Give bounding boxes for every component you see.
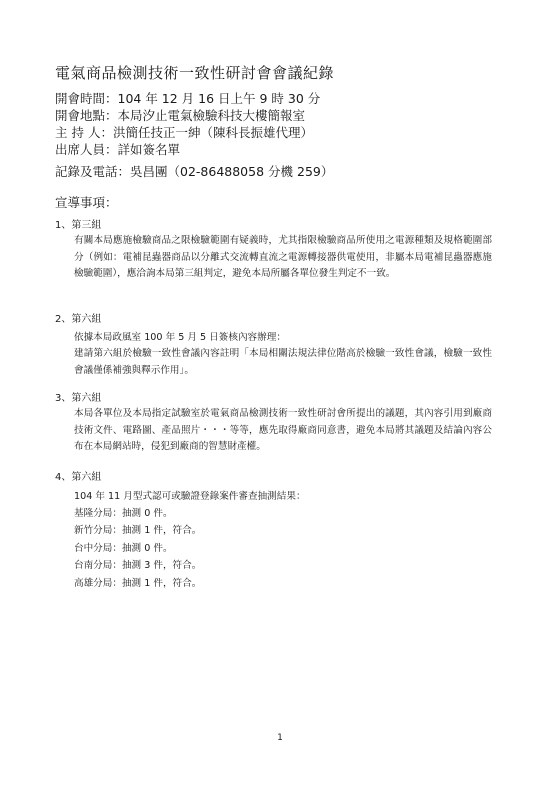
- section-label: 4、第六組: [55, 472, 102, 483]
- list-item: 新竹分局：抽測 1 件，符合。: [74, 525, 202, 536]
- section-paragraph: 建請第六組於檢驗一致性會議內容註明「本局相關法規法律位階高於檢驗一致性會議，檢驗一致性會議僅係補強與釋示作用」。: [74, 348, 492, 376]
- list-item: 台南分局：抽測 3 件，符合。: [74, 560, 202, 571]
- meeting-place: 開會地點：本局汐止電氣檢驗科技大樓簡報室: [55, 108, 306, 123]
- section-label: 3、第六組: [55, 393, 102, 404]
- section-intro-line: 104 年 11 月型式認可或驗證登錄案件審查抽測結果：: [74, 491, 306, 502]
- section-label: 1、第三組: [55, 220, 102, 231]
- section-label: 2、第六組: [55, 314, 102, 325]
- meeting-attendees: 出席人員：詳如簽名單: [55, 142, 181, 157]
- announcements-heading: 宣導事項：: [55, 195, 118, 210]
- meeting-recorder: 記錄及電話：吳昌團（02-86488058 分機 259）: [55, 164, 334, 179]
- section-paragraph: 本局各單位及本局指定試驗室於電氣商品檢測技術一致性研討會所提出的議題，其內容引用到廠商技術文件、電路圖、產品照片・・・等等，應先取得廠商同意書，避免本局將其議題及結論內容公布在本局網站時，侵犯到廠商的智慧財產權。: [74, 408, 492, 452]
- page-number: 1: [277, 733, 283, 743]
- meeting-time: 開會時間：104 年 12 月 16 日上午 9 時 30 分: [55, 91, 321, 106]
- list-item: 高雄分局：抽測 1 件，符合。: [74, 578, 202, 589]
- document-title: 電氣商品檢測技術一致性研討會會議紀錄: [55, 64, 335, 82]
- section-intro-line: 依據本局政風室 100 年 5 月 5 日簽核內容辦理：: [74, 332, 286, 343]
- section-paragraph: 有關本局應施檢驗商品之限檢驗範圍有疑義時，尤其指限檢驗商品所使用之電源種類及規格範圍部分（例如：電補昆蟲器商品以分離式交流轉直流之電源轉接器供電使用，非屬本局電補昆蟲器應施檢驗範圍），應洽詢本局第三組判定，避免本局所屬各單位發生判定不一致。: [74, 235, 492, 279]
- list-item: 台中分局：抽測 0 件。: [74, 543, 173, 554]
- meeting-chair: 主 持 人：洪簡任技正一紳（陳科長振雄代理）: [55, 125, 313, 140]
- list-item: 基隆分局：抽測 0 件。: [74, 508, 173, 519]
